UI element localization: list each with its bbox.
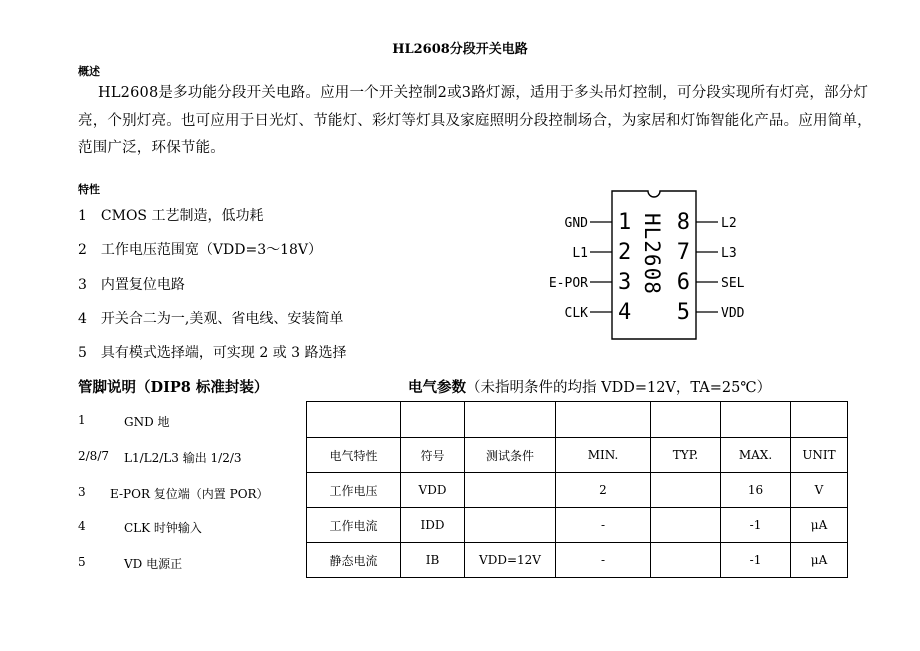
chip-pinout-diagram	[540, 185, 780, 345]
pin-row-number: 3	[78, 485, 86, 499]
table-cell: μA	[791, 543, 848, 578]
pin-name-vdd: VDD	[721, 306, 745, 321]
table-cell	[465, 473, 556, 508]
table-cell: 静态电流	[307, 543, 401, 578]
overview-paragraph: HL2608是多功能分段开关电路。应用一个开关控制2或3路灯源，适用于多头吊灯控制，可分段实现所有灯亮，部分灯亮，个别灯亮。也可应用于日光灯、节能灯、彩灯等灯具及家庭照明分段控制场合，为家居和灯饰智能化产品。应用简单，范围广泛，环保节能。	[78, 85, 872, 156]
feature-item: 2 工作电压范围宽（VDD=3～18V）	[78, 242, 323, 258]
table-row	[307, 402, 848, 438]
table-cell	[651, 473, 721, 508]
pin-row-desc: CLK 时钟输入	[124, 521, 202, 535]
table-header-cell: 电气特性	[307, 438, 401, 473]
table-header-cell: UNIT	[791, 438, 848, 473]
table-cell: 2	[556, 473, 651, 508]
table-header-cell: MAX.	[721, 438, 791, 473]
feature-item: 5 具有模式选择端，可实现 2 或 3 路选择	[78, 345, 347, 361]
table-row	[307, 508, 848, 543]
table-cell: 工作电压	[307, 473, 401, 508]
features-heading: 特性	[78, 183, 100, 196]
elec-heading-bold: 电气参数	[408, 379, 466, 396]
table-row	[307, 543, 848, 578]
table-header-cell: TYP.	[651, 438, 721, 473]
feature-item: 4 开关合二为一,美观、省电线、安装简单	[78, 311, 344, 327]
pin-name-gnd: GND	[564, 216, 588, 231]
pin-number: 7	[676, 240, 690, 265]
table-cell: μA	[791, 508, 848, 543]
table-cell: VDD=12V	[465, 543, 556, 578]
pin-name-l2: L2	[721, 216, 737, 231]
pin-number: 5	[676, 300, 690, 325]
table-cell	[651, 543, 721, 578]
pin-name-l1: L1	[572, 246, 588, 261]
table-header-cell: 符号	[401, 438, 465, 473]
table-header-row	[307, 438, 848, 473]
table-cell: -	[556, 508, 651, 543]
overview-heading: 概述	[78, 65, 100, 78]
table-row	[307, 473, 848, 508]
table-cell: IB	[401, 543, 465, 578]
chip-label: HL2608	[640, 213, 664, 295]
table-cell: -1	[721, 543, 791, 578]
pin-number: 2	[618, 240, 632, 265]
elec-heading-rest: （未指明条件的均指 VDD=12V，TA=25℃）	[466, 380, 772, 396]
table-cell: -	[556, 543, 651, 578]
pin-name-sel: SEL	[721, 276, 745, 291]
pin-heading: 管脚说明（DIP8 标准封装）	[78, 379, 269, 396]
table-header-cell: MIN.	[556, 438, 651, 473]
feature-item: 1 CMOS 工艺制造，低功耗	[78, 208, 264, 224]
electrical-params-table	[306, 401, 848, 578]
table-cell	[465, 508, 556, 543]
elec-heading	[408, 376, 771, 397]
pin-number: 3	[618, 270, 632, 295]
table-cell	[651, 508, 721, 543]
pin-row-number: 1	[78, 413, 86, 427]
pin-row-number: 2/8/7	[78, 449, 109, 463]
pin-name-l3: L3	[721, 246, 737, 261]
pin-number: 4	[618, 300, 632, 325]
pin-row-desc: L1/L2/L3 输出 1/2/3	[124, 451, 242, 465]
pin-row-desc: VD 电源正	[124, 557, 183, 571]
pin-number: 6	[676, 270, 690, 295]
table-header-cell: 测试条件	[465, 438, 556, 473]
pin-row-number: 4	[78, 519, 86, 533]
table-cell: -1	[721, 508, 791, 543]
table-cell: 16	[721, 473, 791, 508]
pin-number: 1	[618, 210, 632, 235]
pin-row-number: 5	[78, 555, 86, 569]
table-cell: IDD	[401, 508, 465, 543]
pin-name-clk: CLK	[564, 306, 588, 321]
pin-row-desc: E-POR 复位端（内置 POR）	[110, 487, 269, 501]
pin-row-desc: GND 地	[124, 415, 170, 429]
table-cell: 工作电流	[307, 508, 401, 543]
document-title: HL2608分段开关电路	[392, 42, 528, 57]
pin-name-epor: E-POR	[548, 276, 588, 291]
feature-item: 3 内置复位电路	[78, 277, 185, 293]
pin-number: 8	[676, 210, 690, 235]
table-cell: VDD	[401, 473, 465, 508]
table-cell: V	[791, 473, 848, 508]
